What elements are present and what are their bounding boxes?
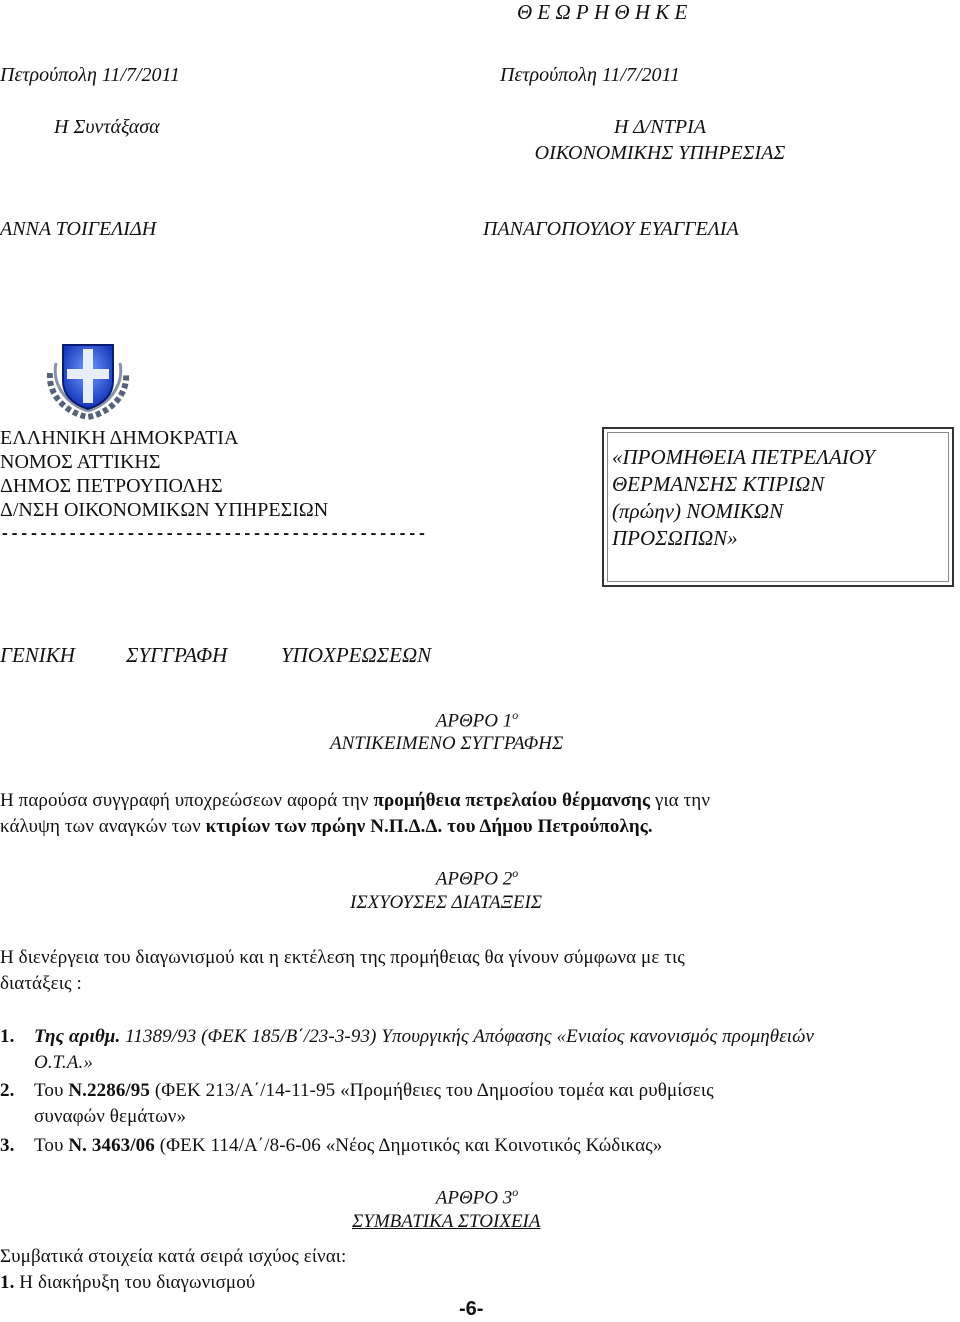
list-number: 1. — [0, 1272, 15, 1293]
article-1-paragraph-line1 — [0, 788, 710, 814]
heading-word-2: ΣΥΓΓΡΑΦΗ — [126, 643, 228, 667]
right-signatory-role-line1: Η Δ/ΝΤΡΙΑ — [614, 116, 706, 138]
issuer-line: ΝΟΜΟΣ ΑΤΤΙΚΗΣ — [0, 451, 161, 473]
text-run-bold: Της αριθμ. — [34, 1026, 121, 1047]
article-3-number — [0, 1185, 954, 1209]
text-run: Του — [34, 1080, 69, 1101]
article-1-paragraph-line2 — [0, 814, 653, 840]
issuer-separator: -------------------------------------------- — [0, 525, 427, 543]
approval-title: Θ Ε Ω Ρ Η Θ Η Κ Ε — [517, 0, 688, 24]
text-run: 11389/93 (ΦΕΚ 185/Β΄/23-3-93) Υπουργικής Απόφασης «Ενιαίος κανονισμός προμηθειών — [120, 1026, 815, 1047]
text-run: για την — [650, 790, 711, 811]
list-item — [0, 1270, 255, 1296]
text-run-bold: Ν. 3463/06 — [68, 1135, 155, 1156]
list-number: 2. — [0, 1080, 15, 1101]
right-signatory-role-line2: ΟΙΚΟΝΟΜΙΚΗΣ ΥΠΗΡΕΣΙΑΣ — [534, 142, 786, 164]
text-run-bold: Ν.2286/95 — [68, 1080, 151, 1101]
issuer-line: ΔΗΜΟΣ ΠΕΤΡΟΥΠΟΛΗΣ — [0, 475, 223, 497]
document-title-text — [612, 444, 875, 552]
article-1-number — [0, 708, 954, 732]
article-1-superscript: ο — [512, 708, 519, 722]
text-run: κάλυψη των αναγκών των — [0, 816, 206, 837]
article-2-title: ΙΣΧΥΟΥΣΕΣ ΔΙΑΤΑΞΕΙΣ — [350, 892, 543, 913]
text-run: (ΦΕΚ 114/Α΄/8-6-06 «Νέος Δημοτικός και Κοινοτικός Κώδικας» — [154, 1135, 663, 1156]
article-2-label: ΑΡΘΡΟ 2 — [435, 868, 513, 890]
list-item-continuation: συναφών θεμάτων» — [34, 1106, 187, 1127]
issuer-line: Δ/ΝΣΗ ΟΙΚΟΝΟΜΙΚΩΝ ΥΠΗΡΕΣΙΩΝ — [0, 499, 329, 521]
left-signatory-name: ΑΝΝΑ ΤΟΙΓΕΛΙΔΗ — [0, 218, 157, 240]
list-number: 1. — [0, 1026, 15, 1047]
title-line: ΘΕΡΜΑΝΣΗΣ ΚΤΙΡΙΩΝ — [612, 472, 825, 496]
text-run-bold: προμήθεια πετρελαίου θέρμανσης — [373, 790, 651, 811]
text-run: Του — [34, 1135, 69, 1156]
right-signatory-name: ΠΑΝΑΓΟΠΟΥΛΟΥ ΕΥΑΓΓΕΛΙΑ — [483, 218, 739, 240]
list-item — [0, 1133, 662, 1159]
issuer-header — [0, 426, 427, 546]
page-number: -6- — [459, 1298, 484, 1320]
article-2-superscript: ο — [512, 866, 519, 880]
text-run: Η διακήρυξη του διαγωνισμού — [14, 1272, 256, 1293]
article-2-number — [0, 866, 954, 890]
title-line: «ΠΡΟΜΗΘΕΙΑ ΠΕΤΡΕΛΑΙΟΥ — [612, 445, 875, 469]
issuer-line: ΕΛΛΗΝΙΚΗ ΔΗΜΟΚΡΑΤΙΑ — [0, 427, 239, 449]
title-line: (πρώην) ΝΟΜΙΚΩΝ — [612, 499, 784, 523]
article-2-intro-line1: Η διενέργεια του διαγωνισμού και η εκτέλεση της προμήθειας θα γίνουν σύμφωνα με τις — [0, 947, 685, 968]
text-run: (ΦΕΚ 213/Α΄/14-11-95 «Προμήθειες του Δημοσίου τομέα και ρυθμίσεις — [150, 1080, 714, 1101]
greek-coat-of-arms-icon — [38, 333, 138, 421]
left-place-date: Πετρούπολη 11/7/2011 — [0, 64, 181, 86]
list-item-continuation: Ο.Τ.Α.» — [34, 1052, 93, 1073]
list-item — [0, 1078, 714, 1104]
list-number: 3. — [0, 1135, 15, 1156]
text-run-bold: κτιρίων των πρώην Ν.Π.Δ.Δ. του Δήμου Πετρούπολης. — [205, 816, 653, 837]
list-item — [0, 1024, 814, 1050]
article-3-superscript: ο — [512, 1185, 519, 1199]
heading-word-3: ΥΠΟΧΡΕΩΣΕΩΝ — [281, 643, 432, 667]
right-place-date: Πετρούπολη 11/7/2011 — [500, 64, 681, 86]
text-run: Η παρούσα συγγραφή υποχρεώσεων αφορά την — [0, 790, 374, 811]
article-3-intro: Συμβατικά στοιχεία κατά σειρά ισχύος είναι: — [0, 1246, 347, 1267]
article-2-intro-line2: διατάξεις : — [0, 973, 82, 994]
article-3-label: ΑΡΘΡΟ 3 — [435, 1187, 513, 1209]
article-3-title: ΣΥΜΒΑΤΙΚΑ ΣΤΟΙΧΕΙΑ — [352, 1211, 541, 1232]
left-signatory-role: Η Συντάξασα — [54, 116, 160, 138]
article-1-title: ΑΝΤΙΚΕΙΜΕΝΟ ΣΥΓΓΡΑΦΗΣ — [330, 733, 564, 754]
title-line: ΠΡΟΣΩΠΩΝ» — [612, 526, 738, 550]
heading-word-1: ΓΕΝΙΚΗ — [0, 643, 75, 667]
article-1-label: ΑΡΘΡΟ 1 — [435, 710, 513, 732]
